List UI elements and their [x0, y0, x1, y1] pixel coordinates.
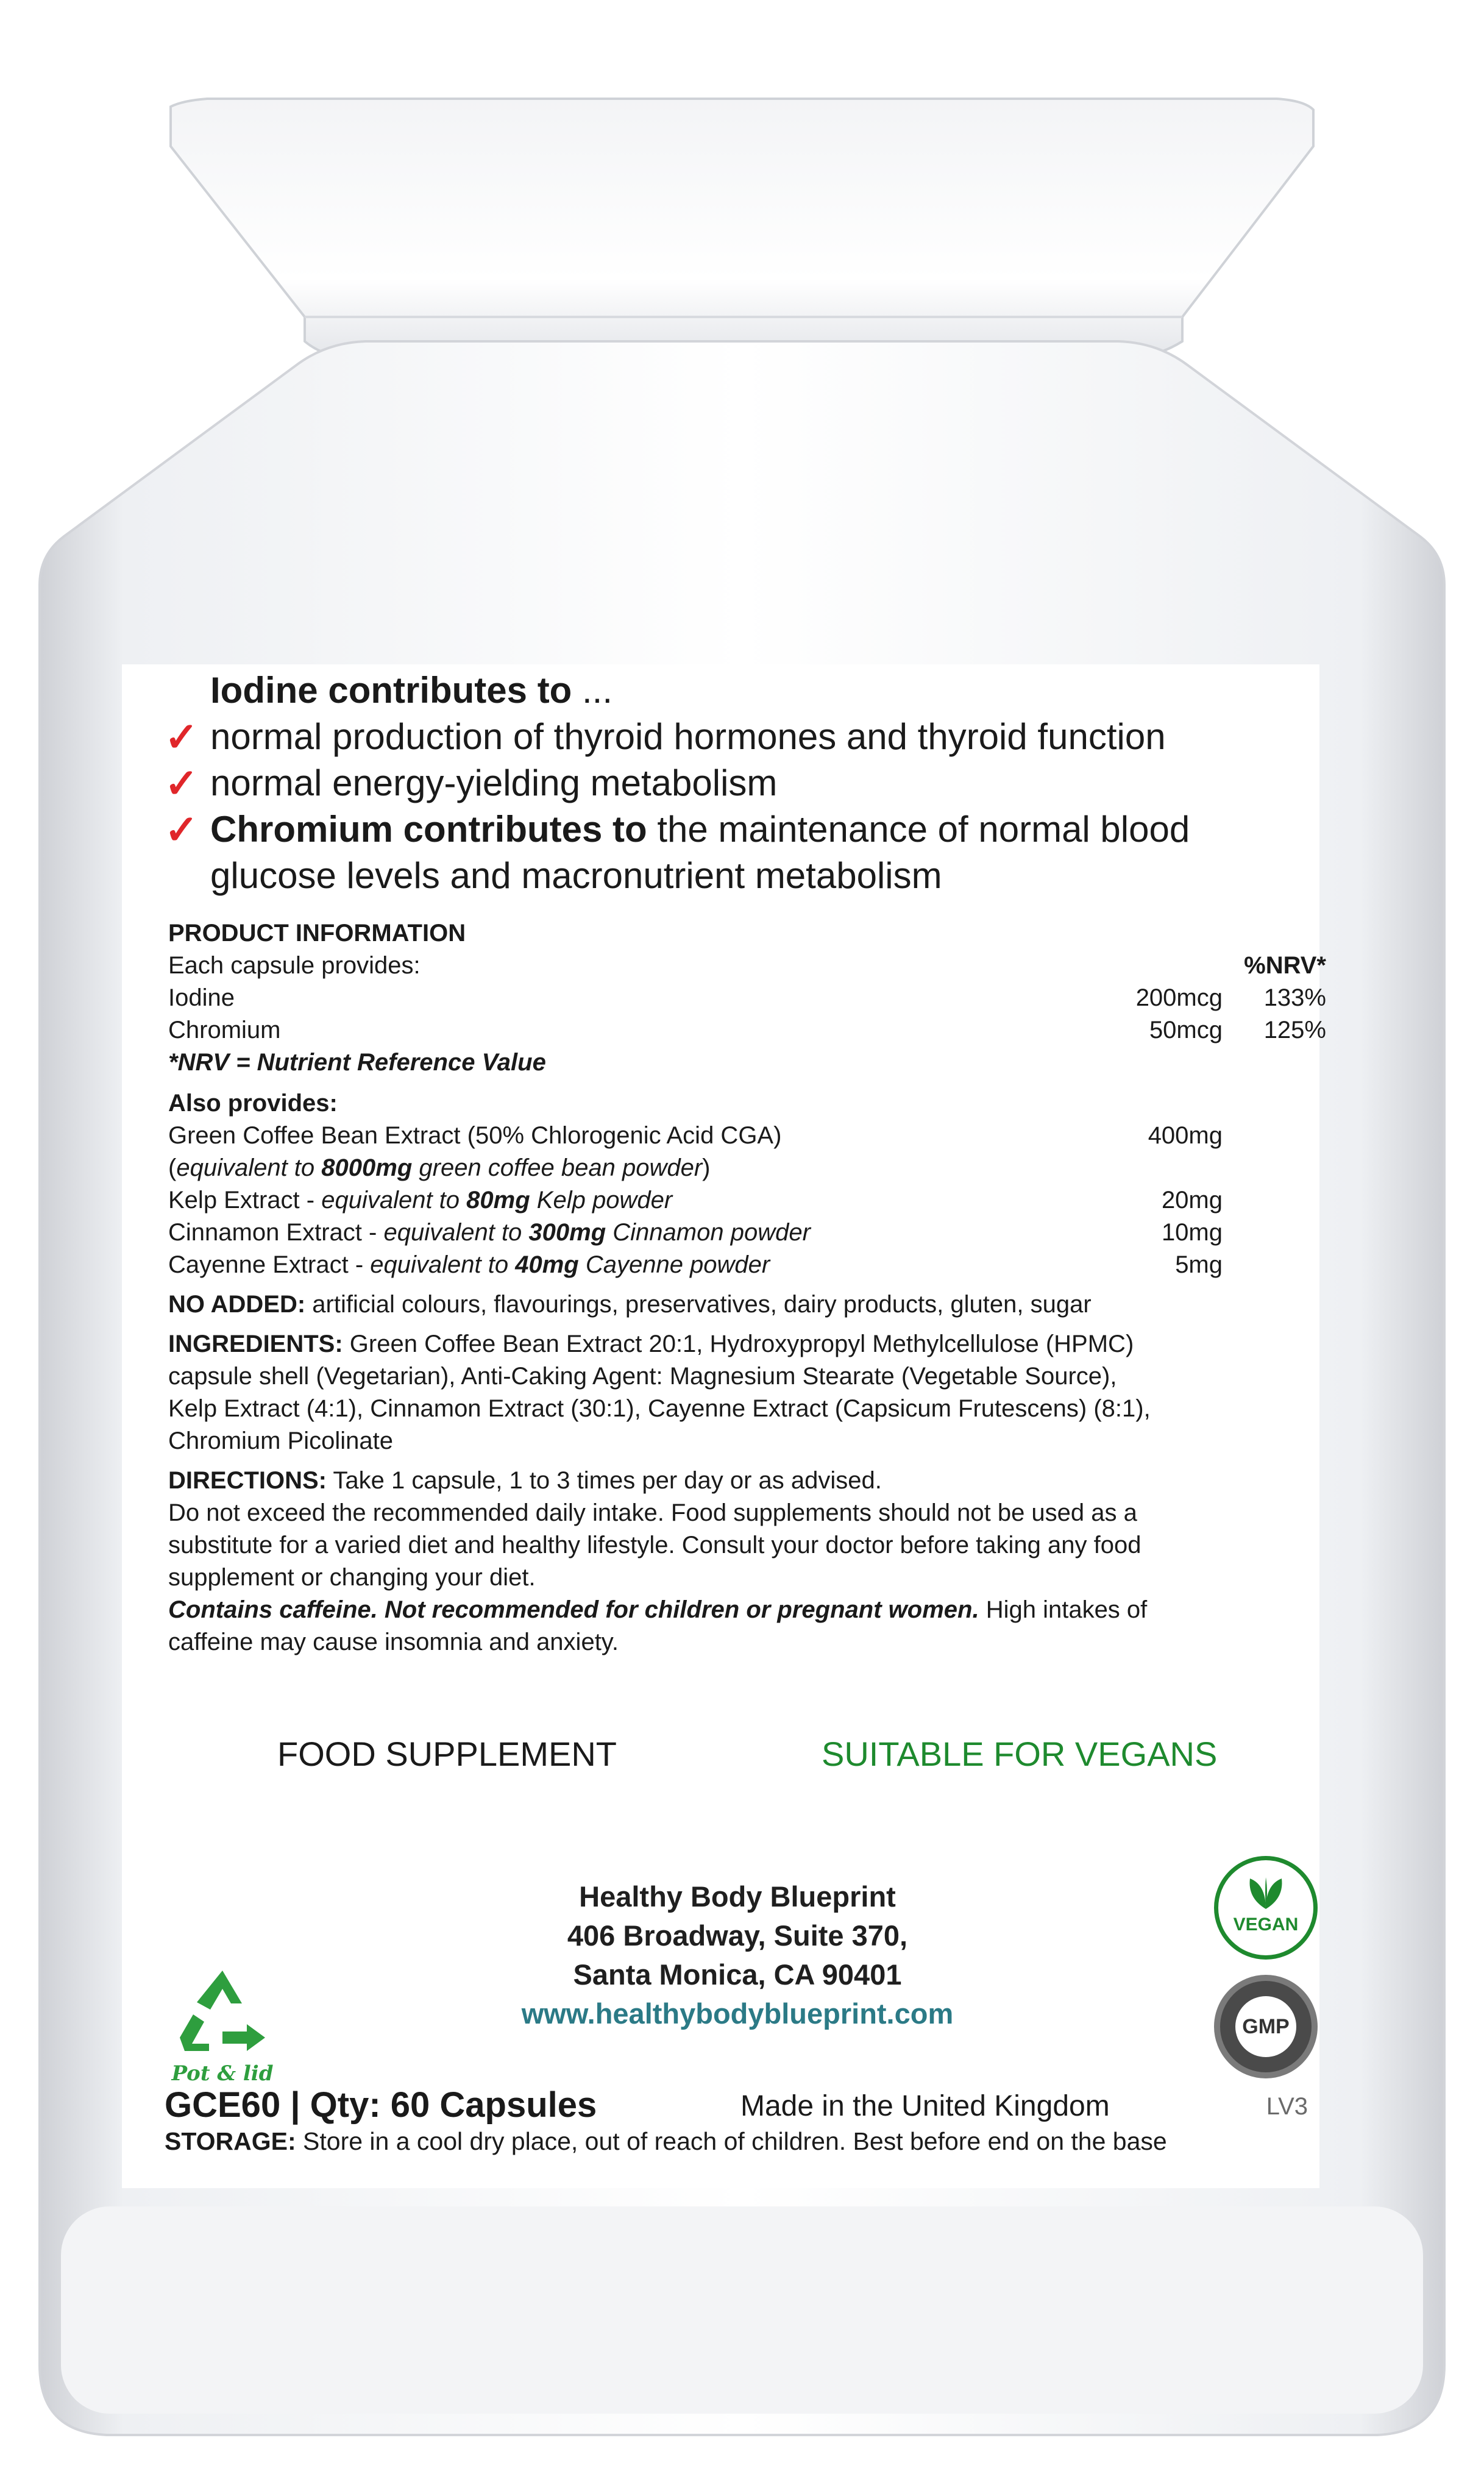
extract-row: Green Coffee Bean Extract (50% Chlorogenic Acid CGA) 400mg	[168, 1122, 1223, 1149]
company-address	[463, 1877, 1012, 2033]
nutrient-row: Chromium 50mcg 125%	[168, 1017, 1326, 1043]
extract-row: Cayenne Extract - equivalent to 40mg Cayenne powder 5mg	[168, 1251, 1223, 1278]
nutrient-header-row: Each capsule provides: %NRV*	[168, 950, 1326, 982]
product-code: GCE60 | Qty: 60 Capsules	[165, 2085, 597, 2125]
recycle-icon	[168, 1966, 277, 2057]
claim-item: ✓ Chromium contributes to the maintenance of normal blood	[165, 807, 1190, 852]
vegan-badge	[1214, 1856, 1318, 1960]
company-address-line: 406 Broadway, Suite 370,	[567, 1919, 908, 1952]
directions: DIRECTIONS: Take 1 capsule, 1 to 3 times per day or as advised. Do not exceed the recommended daily intake. Food supplements should not be used as a substitute for a varied diet and healthy lifestyle. Consult your doctor before taking any food supplement or changing your diet. Contains caffeine. Not recommended for children or pregnant women. High intakes of caffeine may cause insomnia and anxiety.	[168, 1467, 1148, 1655]
leaf-icon	[1241, 1874, 1290, 1910]
extract-equivalent: (equivalent to 8000mg green coffee bean powder)	[168, 1154, 711, 1181]
footer-line	[165, 2085, 1322, 2125]
checkmark-icon: ✓	[165, 761, 199, 806]
checkmark-icon: ✓	[165, 807, 199, 852]
vegan-badge-label: VEGAN	[1233, 1914, 1299, 1935]
checkmark-icon: ✓	[165, 714, 199, 759]
claims-heading: Iodine contributes to ...	[210, 670, 613, 711]
storage: STORAGE: Store in a cool dry place, out of reach of children. Best before end on the base	[165, 2127, 1167, 2155]
health-claims	[165, 667, 1322, 899]
extract-row: Cinnamon Extract - equivalent to 300mg Cinnamon powder 10mg	[168, 1219, 1223, 1246]
also-provides-heading: Also provides:	[168, 1090, 338, 1117]
no-added: NO ADDED: artificial colours, flavourings, preservatives, dairy products, gluten, sugar	[168, 1291, 1092, 1318]
claim-item: ✓ normal production of thyroid hormones and thyroid function	[165, 714, 1166, 759]
gmp-badge	[1214, 1975, 1318, 2078]
nrv-note: *NRV = Nutrient Reference Value	[168, 1049, 546, 1076]
label-version: LV3	[1266, 2093, 1308, 2120]
product-info-heading: PRODUCT INFORMATION	[168, 920, 466, 947]
recycle-logo	[168, 1966, 277, 2088]
nrv-header: %NRV*	[1244, 952, 1326, 979]
nutrient-row: Iodine 200mcg 133%	[168, 984, 1326, 1011]
recycle-label: Pot & lid	[171, 2061, 274, 2086]
company-website: www.healthybodyblueprint.com	[521, 1997, 954, 2030]
product-information	[168, 917, 1326, 1658]
ingredients: INGREDIENTS: Green Coffee Bean Extract 20:1, Hydroxypropyl Methylcellulose (HPMC) capsule shell (Vegetarian), Anti-Caking Agent: Magnesium Stearate (Vegetable Source), Kelp Extract (4:1), Cinnamon Extract (30:1), Cayenne Extract (Capsicum Frutescens) (8:1), Chromium Picolinate	[168, 1331, 1151, 1454]
company-address-line: Santa Monica, CA 90401	[573, 1958, 902, 1991]
claim-item-continued: glucose levels and macronutrient metabolism	[210, 855, 942, 896]
food-supplement-text: FOOD SUPPLEMENT	[277, 1735, 617, 1773]
made-in: Made in the United Kingdom	[740, 2090, 1110, 2122]
company-name: Healthy Body Blueprint	[579, 1880, 896, 1913]
gmp-badge-label: GMP	[1242, 2014, 1290, 2038]
extract-row: Kelp Extract - equivalent to 80mg Kelp powder 20mg	[168, 1187, 1223, 1214]
vegan-suitable-text: SUITABLE FOR VEGANS	[822, 1735, 1218, 1773]
claim-item: ✓ normal energy-yielding metabolism	[165, 761, 778, 806]
